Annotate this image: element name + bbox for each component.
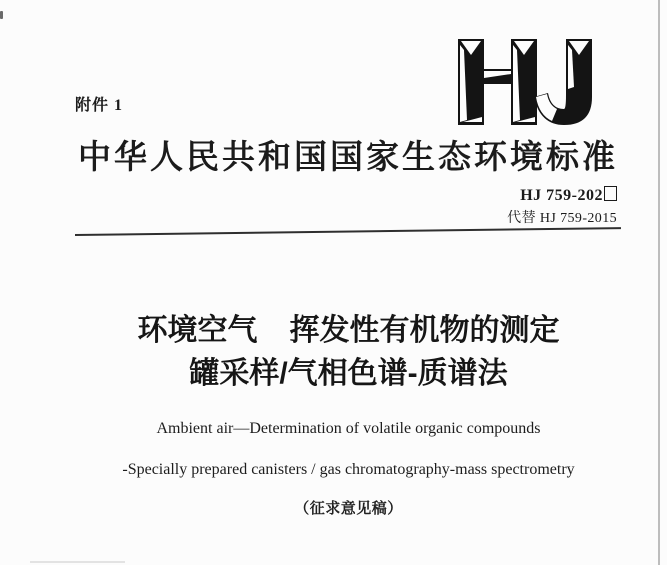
header-rule [75,227,621,236]
title-zh-line1 [30,314,667,347]
replaces-note: 代替 HJ 759-2015 [507,211,617,226]
scan-speck [0,11,3,19]
standard-number [520,186,617,205]
title-en-line1: Ambient air—Determination of volatile organic compounds [156,420,541,437]
year-placeholder-box [604,186,617,201]
standard-heading: 中华人民共和国国家生态环境标准 [78,140,618,176]
title-en-line2: -Specially prepared canisters / gas chromatography-mass spectrometry [122,461,575,478]
title-zh-line1-part1: 环境空气 [137,314,258,347]
scan-smudge [30,561,125,563]
title-zh-line2: 罐采样/气相色谱-质谱法 [189,357,508,390]
title-zh-line1-part2: 挥发性有机物的测定 [289,314,560,347]
draft-note: （征求意见稿） [294,500,403,517]
standard-number-text: HJ 759-202 [520,187,603,204]
attachment-label: 附件 1 [75,97,124,114]
hj-logo [458,39,592,127]
page-edge-line [658,0,660,565]
